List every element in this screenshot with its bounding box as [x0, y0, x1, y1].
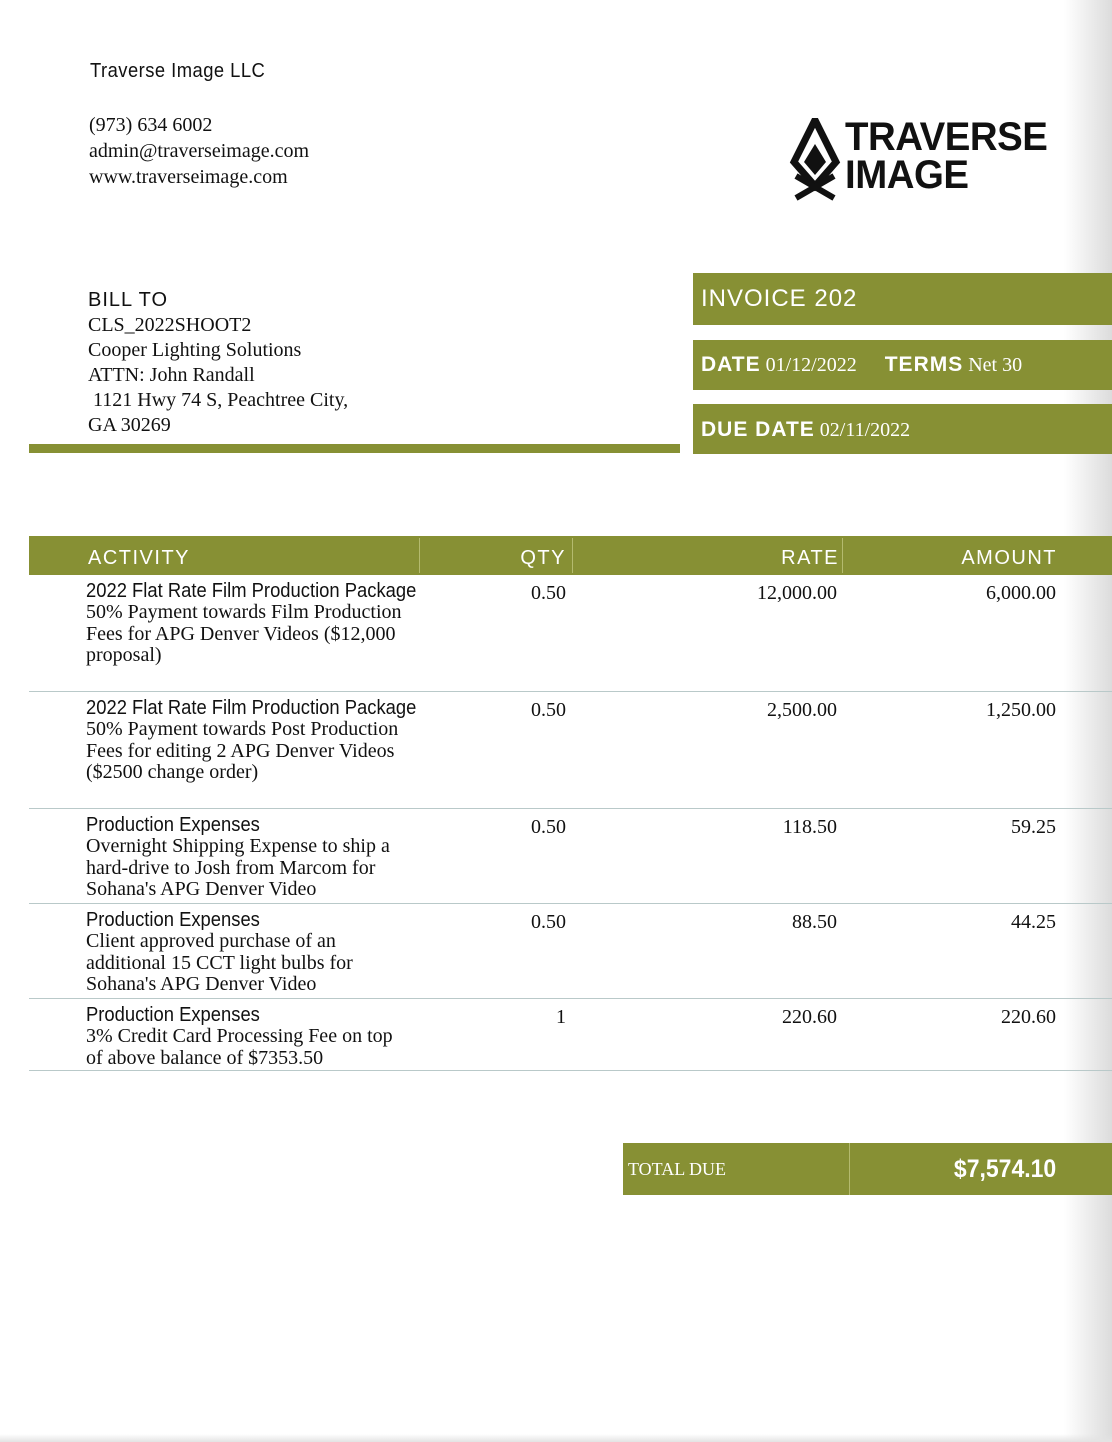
invoice-date: 01/12/2022 [765, 354, 857, 376]
amount-cell: 44.25 [1011, 911, 1056, 933]
company-website: www.traverseimage.com [89, 166, 288, 188]
logo-mark-icon [788, 118, 842, 202]
header-separator [572, 538, 573, 573]
logo-wordmark [845, 115, 1048, 197]
invoice-title-bar [693, 273, 1112, 325]
traverse-image-logo [788, 115, 1050, 202]
invoice-title: INVOICE 202 [701, 285, 858, 312]
qty-cell: 0.50 [531, 582, 566, 604]
page-bottom-shadow [0, 1434, 1112, 1442]
due-date: 02/11/2022 [819, 419, 911, 441]
activity-cell [86, 1005, 426, 1069]
table-row [29, 692, 1112, 809]
activity-description: 3% Credit Card Processing Fee on top of above balance of $7353.50 [86, 1025, 393, 1069]
rate-cell: 2,500.00 [767, 699, 837, 721]
table-row [29, 809, 1112, 904]
activity-title: Production Expenses [86, 814, 260, 836]
total-due-value: $7,574.10 [953, 1155, 1056, 1183]
total-separator [849, 1143, 850, 1195]
activity-title: 2022 Flat Rate Film Production Package [86, 697, 417, 719]
bill-to-line: ATTN: John Randall [88, 364, 255, 386]
due-date-label: DUE DATE [701, 418, 815, 441]
company-name: Traverse Image LLC [90, 60, 266, 82]
activity-title: Production Expenses [86, 1004, 260, 1026]
header-separator [842, 538, 843, 573]
line-items-header [29, 536, 1112, 575]
activity-title: 2022 Flat Rate Film Production Package [86, 580, 417, 602]
rate-cell: 12,000.00 [757, 582, 837, 604]
bill-to-line: 1121 Hwy 74 S, Peachtree City, [88, 389, 349, 411]
amount-cell: 6,000.00 [986, 582, 1056, 604]
amount-cell: 220.60 [1001, 1006, 1056, 1028]
amount-cell: 1,250.00 [986, 699, 1056, 721]
activity-cell [86, 698, 426, 784]
total-due-box [623, 1143, 1112, 1195]
activity-description: 50% Payment towards Post Production Fees for editing 2 APG Denver Videos ($2500 change order) [86, 718, 399, 783]
activity-description: Overnight Shipping Expense to ship a hard-drive to Josh from Marcom for Sohana's APG Denver Video [86, 835, 390, 900]
qty-cell: 0.50 [531, 699, 566, 721]
header-activity: ACTIVITY [88, 547, 191, 569]
logo-line-1: TRAVERSE [845, 115, 1048, 159]
invoice-terms: Net 30 [968, 354, 1023, 376]
amount-cell: 59.25 [1011, 816, 1056, 838]
header-rate: RATE [781, 547, 839, 569]
activity-title: Production Expenses [86, 909, 260, 931]
table-row [29, 904, 1112, 999]
header-separator [419, 538, 420, 573]
rate-cell: 88.50 [792, 911, 837, 933]
header-qty: QTY [520, 547, 566, 569]
activity-cell [86, 815, 426, 901]
rate-cell: 220.60 [782, 1006, 837, 1028]
table-row [29, 999, 1112, 1071]
table-row [29, 575, 1112, 692]
qty-cell: 0.50 [531, 816, 566, 838]
activity-cell [86, 910, 426, 996]
qty-cell: 1 [556, 1006, 566, 1028]
logo-line-2: IMAGE [845, 153, 969, 197]
bill-to-line: Cooper Lighting Solutions [88, 339, 302, 361]
company-phone: (973) 634 6002 [89, 114, 213, 136]
total-due-label: TOTAL DUE [628, 1159, 727, 1179]
activity-cell [86, 581, 426, 667]
bill-to-label: BILL TO [88, 289, 169, 311]
bill-to-line: CLS_2022SHOOT2 [88, 314, 252, 336]
rate-cell: 118.50 [782, 816, 837, 838]
terms-label: TERMS [884, 353, 964, 376]
company-contact [89, 112, 309, 190]
date-label: DATE [701, 353, 761, 376]
activity-description: Client approved purchase of an additional 15 CCT light bulbs for Sohana's APG Denver Video [86, 930, 353, 995]
invoice-date-bar [693, 340, 1112, 390]
header-amount: AMOUNT [961, 547, 1057, 569]
company-email: admin@traverseimage.com [89, 140, 309, 162]
due-date-bar [693, 404, 1112, 454]
bill-to-divider [29, 444, 680, 453]
bill-to-block [88, 287, 348, 438]
qty-cell: 0.50 [531, 911, 566, 933]
bill-to-line: GA 30269 [88, 414, 171, 436]
activity-description: 50% Payment towards Film Production Fees for APG Denver Videos ($12,000 proposal) [86, 601, 402, 666]
